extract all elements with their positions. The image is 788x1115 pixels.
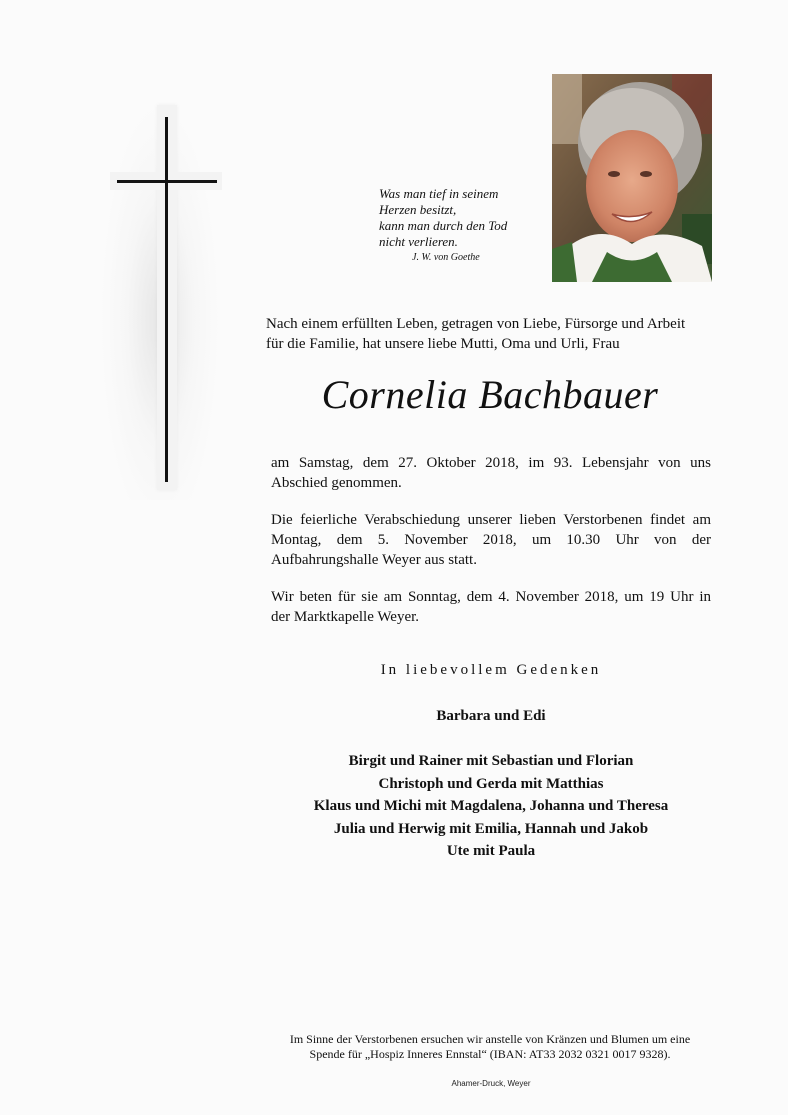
paragraph-line: Montag, dem 5. November 2018, um 10.30 Uhr von der [271,532,711,548]
intro-text [266,314,726,354]
family-line: Julia und Herwig mit Emilia, Hannah und Jakob [333,820,649,837]
paragraph-prayer [271,587,711,627]
quote-line: kann man durch den Tod [379,218,508,233]
cross-icon-horizontal [117,180,217,183]
quote-line: Was man tief in seinem [379,186,499,201]
quote-author: J. W. von Goethe [412,252,480,263]
memory-heading: In liebevollem Gedenken [380,662,602,678]
paragraph-line: Wir beten für sie am Sonntag, dem 4. November 2018, um 19 Uhr in [271,589,711,605]
portrait-photo [552,74,712,282]
paragraph-line: Aufbahrungshalle Weyer aus statt. [271,552,477,568]
deceased-name: Cornelia Bachbauer [321,372,659,417]
family-line: Ute mit Paula [446,843,536,859]
quote-line: nicht verlieren. [379,234,458,249]
printer-credit: Ahamer-Druck, Weyer [451,1079,531,1088]
family-list [251,750,731,863]
paragraph-farewell [271,510,711,570]
paragraph-line: Abschied genommen. [271,475,402,491]
quote [379,186,549,265]
donation-note [230,1032,750,1062]
family-line: Christoph und Gerda mit Matthias [378,775,604,792]
family-first [251,705,731,728]
paragraph-line: am Samstag, dem 27. Oktober 2018, im 93. Lebensjahr von uns [271,455,711,471]
paragraph-death-date [271,453,711,493]
paragraph-line: Die feierliche Verabschiedung unserer lieben Verstorbenen findet am [271,512,711,528]
note-line: Spende für „Hospiz Inneres Ennstal“ (IBAN: AT33 2032 0321 0017 9328). [309,1047,671,1061]
note-line: Im Sinne der Verstorbenen ersuchen wir anstelle von Kränzen und Blumen um eine [289,1032,691,1046]
family-line: Birgit und Rainer mit Sebastian und Florian [348,753,634,769]
cross-icon-vertical [165,117,168,482]
quote-line: Herzen besitzt, [379,202,457,217]
family-line: Barbara und Edi [436,708,546,724]
intro-line: für die Familie, hat unsere liebe Mutti, Oma und Urli, Frau [266,336,620,352]
intro-line: Nach einem erfüllten Leben, getragen von Liebe, Fürsorge und Arbeit [266,316,686,332]
paragraph-line: der Marktkapelle Weyer. [271,609,420,625]
family-line: Klaus und Michi mit Magdalena, Johanna und Theresa [313,798,669,814]
